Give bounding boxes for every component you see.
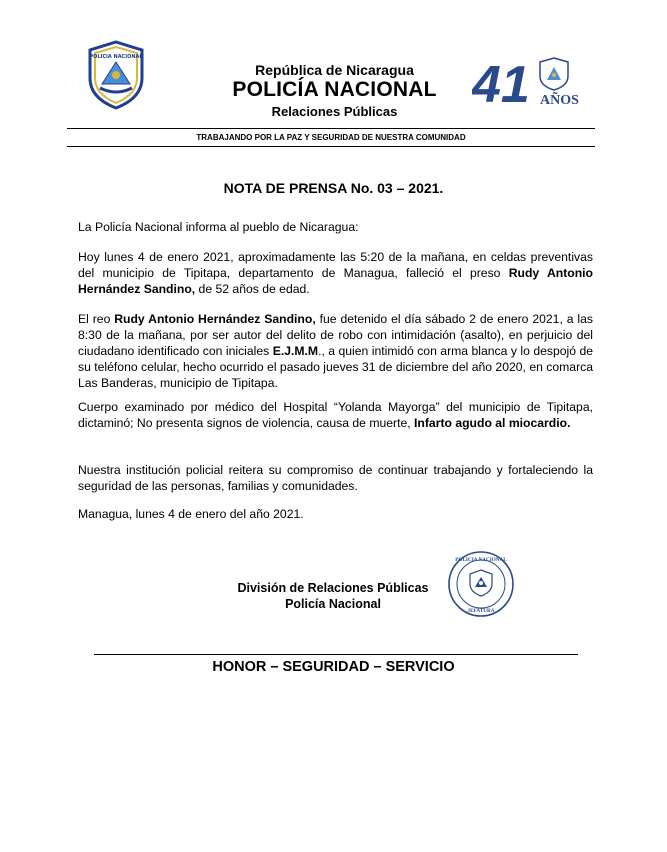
country-name: República de Nicaragua xyxy=(255,62,414,78)
paragraph-event: Hoy lunes 4 de enero 2021, aproximadamente las 5:20 de la mañana, en celdas preventivas del municipio de Tipitapa, departamento de Managua, falleció el preso Rudy Antonio Hernández Sandino, de 52 años de edad. xyxy=(78,250,593,296)
anniversary-word: AÑOS xyxy=(540,93,579,108)
seal-text-top: POLICIA NACIONAL xyxy=(455,557,507,563)
paragraph-intro: La Policía Nacional informa al pueblo de Nicaragua: xyxy=(78,220,359,234)
41-anos-anniversary-logo xyxy=(472,54,584,110)
footer-divider xyxy=(94,654,578,655)
letterhead xyxy=(0,0,667,130)
paragraph-commitment: Nuestra institución policial reitera su compromiso de continuar trabajando y fortaleciendo la seguridad de las personas, familias y comunidades. xyxy=(78,463,593,493)
footer-motto: HONOR – SEGURIDAD – SERVICIO xyxy=(212,659,455,675)
jefatura-seal-icon xyxy=(447,550,515,618)
seal-text-bottom: JEFATURA xyxy=(467,608,495,614)
header-divider-bottom xyxy=(67,146,595,147)
paragraph-medical: Cuerpo examinado por médico del Hospital “Yolanda Mayorga” del municipio de Tipitapa, dictaminó; No presenta signos de violencia, causa de muerte, Infarto agudo al miocardio. xyxy=(78,400,593,430)
badge-text: POLICIA NACIONAL xyxy=(89,54,143,60)
press-release-title: NOTA DE PRENSA No. 03 – 2021. xyxy=(223,180,444,196)
signature-line-1: División de Relaciones Públicas xyxy=(237,581,429,595)
department-name: Relaciones Públicas xyxy=(271,104,398,119)
institution-motto: TRABAJANDO POR LA PAZ Y SEGURIDAD DE NUESTRA COMUNIDAD xyxy=(196,133,466,142)
signature-line-2: Policía Nacional xyxy=(285,597,381,611)
signature-block xyxy=(218,580,448,612)
anniversary-number: 41 xyxy=(472,56,530,110)
paragraph-detention: El reo Rudy Antonio Hernández Sandino, fue detenido el día sábado 2 de enero 2021, a las 8:30 de la mañana, por ser autor del delito de robo con intimidación (asalto), en perjuicio del ciudadano identificado con iniciales E.J.M.M., a quien intimidó con arma blanca y lo despojó de su teléfono celular, hecho ocurrido el pasado jueves 31 de diciembre del año 2020, en comarca Las Banderas, municipio de Tipitapa. xyxy=(78,312,594,390)
header-divider-top xyxy=(67,128,595,129)
institution-name: POLICÍA NACIONAL xyxy=(232,78,437,101)
paragraph-date: Managua, lunes 4 de enero del año 2021. xyxy=(78,507,304,521)
